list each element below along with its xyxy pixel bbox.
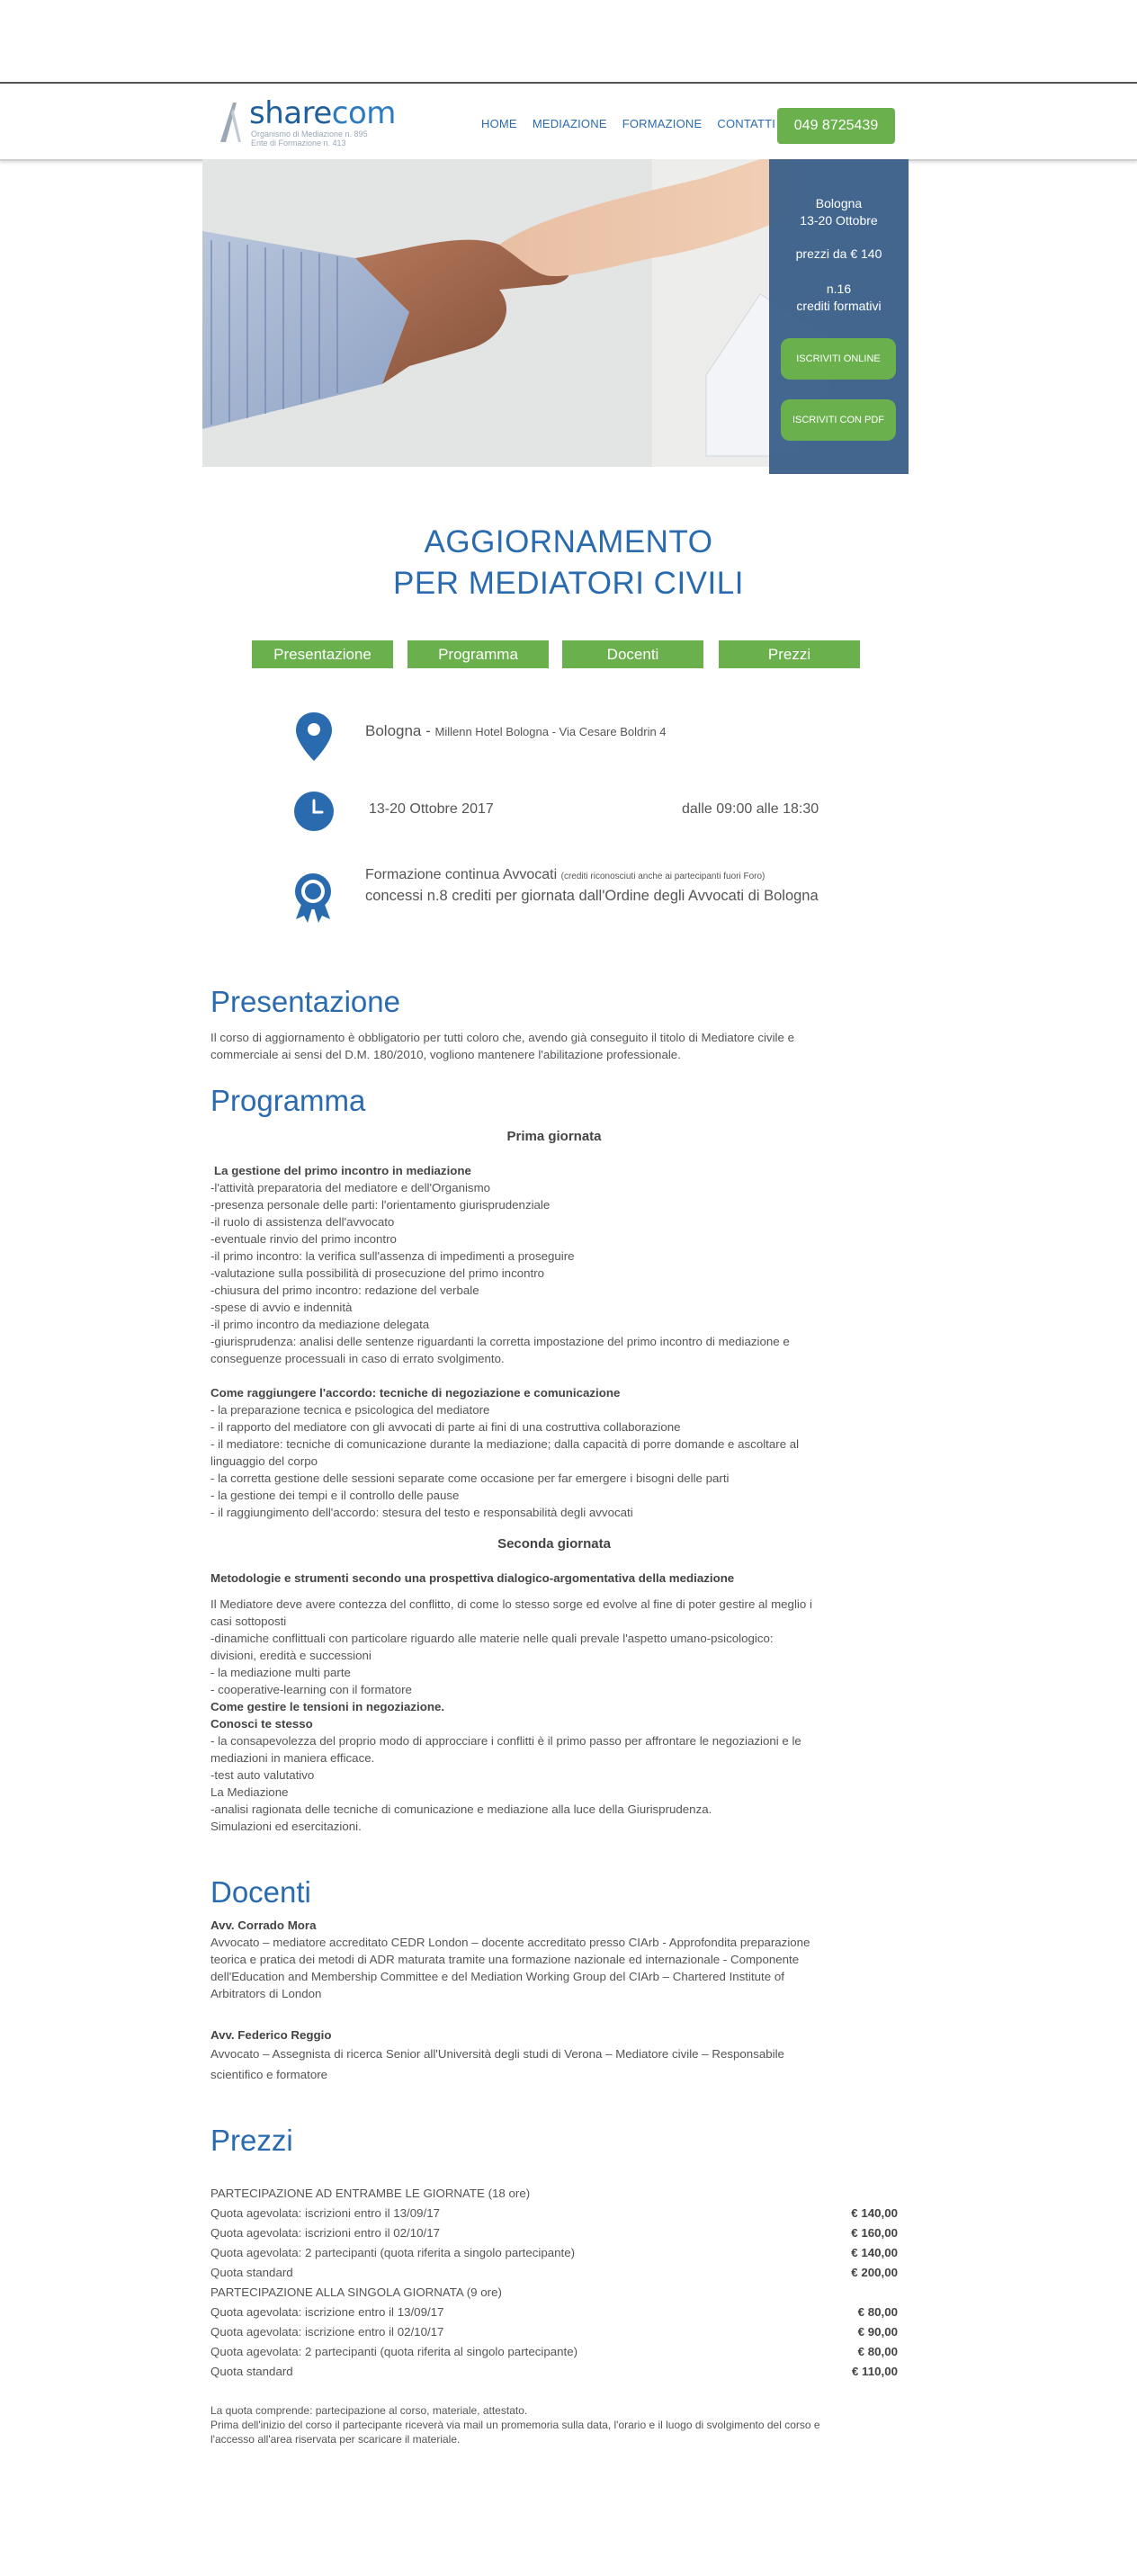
enroll-pdf-button[interactable]: ISCRIVITI CON PDF bbox=[781, 399, 896, 441]
section-heading-docenti: Docenti bbox=[210, 1875, 311, 1909]
price-value: € 80,00 bbox=[857, 2345, 898, 2358]
price-label: Quota agevolata: iscrizione entro il 13/09/17 bbox=[210, 2305, 444, 2319]
nav-mediazione[interactable]: MEDIAZIONE bbox=[532, 117, 607, 130]
text-line: Prima dell'inizio del corso il partecipante riceverà via mail un promemoria sulla data, l'orario e il luogo di svolgimento del corso e bbox=[210, 2419, 820, 2431]
price-notes bbox=[210, 2403, 903, 2446]
nav-formazione[interactable]: FORMAZIONE bbox=[622, 117, 703, 130]
text-line: Il Mediatore deve avere contezza del conflitto, di come lo stesso sorge ed evolve al fine di poter gestire al meglio i bbox=[210, 1597, 812, 1611]
hero-price: prezzi da € 140 bbox=[795, 246, 882, 261]
text-line: -eventuale rinvio del primo incontro bbox=[210, 1232, 397, 1246]
price-group-title bbox=[210, 2184, 898, 2204]
credits-line: concessi n.8 crediti per giornata dall'Ordine degli Avvocati di Bologna bbox=[365, 888, 819, 904]
price-label: Quota agevolata: iscrizioni entro il 02/10/17 bbox=[210, 2226, 441, 2240]
text-line: - il mediatore: tecniche di comunicazione durante la mediazione; dalla capacità di porre domande e ascoltare al bbox=[210, 1437, 800, 1451]
text-line: La quota comprende: partecipazione al corso, materiale, attestato. bbox=[210, 2404, 528, 2417]
teacher-name: Avv. Federico Reggio bbox=[210, 2028, 332, 2042]
text-line: - il raggiungimento dell'accordo: stesura del testo e responsabilità degli avvocati bbox=[210, 1506, 633, 1519]
text-line: - cooperative-learning con il formatore bbox=[210, 1683, 412, 1696]
price-row bbox=[210, 2303, 898, 2322]
price-value: € 80,00 bbox=[857, 2305, 898, 2319]
nav-contatti[interactable]: CONTATTI bbox=[717, 117, 776, 130]
tab-presentazione[interactable]: Presentazione bbox=[252, 640, 393, 668]
page-title-line1: AGGIORNAMENTO bbox=[424, 524, 713, 559]
location-pin-icon bbox=[294, 711, 334, 763]
text-line: -giurisprudenza: analisi delle sentenze riguardanti la corretta impostazione del primo incontro di mediazione e bbox=[210, 1335, 790, 1348]
price-row bbox=[210, 2243, 898, 2263]
text-line: mediazioni in maniera efficace. bbox=[210, 1751, 375, 1765]
price-value: € 110,00 bbox=[851, 2365, 898, 2378]
text-line: -il primo incontro: la verifica sull'assenza di impedimenti a proseguire bbox=[210, 1249, 575, 1263]
block1-title: La gestione del primo incontro in mediazione bbox=[214, 1164, 471, 1177]
price-row bbox=[210, 2362, 898, 2382]
text-line: - la corretta gestione delle sessioni separate come occasione per far emergere i bisogni delle parti bbox=[210, 1471, 730, 1485]
price-row bbox=[210, 2342, 898, 2362]
logo-subtitle: Organismo di Mediazione n. 895 bbox=[251, 130, 368, 139]
price-label: Quota standard bbox=[210, 2266, 293, 2279]
price-value: € 140,00 bbox=[851, 2246, 898, 2259]
text-line: -il primo incontro da mediazione delegata bbox=[210, 1318, 430, 1331]
price-group-title bbox=[210, 2283, 898, 2303]
nav-home[interactable]: HOME bbox=[481, 117, 517, 130]
text-line: Simulazioni ed esercitazioni. bbox=[210, 1820, 362, 1833]
text-line: Arbitrators di London bbox=[210, 1987, 322, 2000]
text-line: -analisi ragionata delle tecniche di comunicazione e mediazione alla luce della Giurisprudenza. bbox=[210, 1802, 712, 1816]
price-value: € 160,00 bbox=[851, 2226, 898, 2240]
text-line: Il corso di aggiornamento è obbligatorio per tutti coloro che, avendo già conseguito il titolo di Mediatore civile e bbox=[210, 1031, 794, 1044]
text-line: - la preparazione tecnica e psicologica del mediatore bbox=[210, 1403, 490, 1417]
tab-prezzi[interactable]: Prezzi bbox=[719, 640, 860, 668]
hero-credits-number: n.16 bbox=[826, 282, 852, 296]
section-heading-programma: Programma bbox=[210, 1084, 366, 1117]
phone-button[interactable]: 049 8725439 bbox=[777, 108, 895, 144]
price-value: € 200,00 bbox=[851, 2266, 898, 2279]
text-line: Avvocato – mediatore accreditato CEDR London – docente accreditato presso CIArb - Approfondita preparazione bbox=[210, 1936, 810, 1949]
price-value: € 90,00 bbox=[857, 2325, 898, 2339]
price-row bbox=[210, 2263, 898, 2283]
hero-dates: 13-20 Ottobre bbox=[800, 213, 878, 228]
group-label: PARTECIPAZIONE ALLA SINGOLA GIORNATA (9 ore) bbox=[210, 2285, 502, 2299]
text-line: Avvocato – Assegnista di ricerca Senior all'Università degli studi di Verona – Mediatore civile – Responsabile bbox=[210, 2047, 784, 2061]
price-value: € 140,00 bbox=[851, 2206, 898, 2220]
price-label: Quota agevolata: 2 partecipanti (quota riferita al singolo partecipante) bbox=[210, 2345, 578, 2358]
text-line: commerciale ai sensi del D.M. 180/2010, vogliono mantenere l'abilitazione professionale. bbox=[210, 1048, 681, 1061]
page-title-line2: PER MEDIATORI CIVILI bbox=[393, 566, 744, 601]
text-line: -spese di avvio e indennità bbox=[210, 1301, 353, 1314]
enroll-online-button[interactable]: ISCRIVITI ONLINE bbox=[781, 338, 896, 380]
price-row bbox=[210, 2223, 898, 2243]
clock-icon bbox=[293, 791, 335, 832]
text-line: conseguenze processuali in caso di errato svolgimento. bbox=[210, 1352, 505, 1365]
hero-credits-label: crediti formativi bbox=[796, 299, 882, 313]
logo-mark-icon bbox=[219, 101, 242, 144]
hero-city: Bologna bbox=[815, 196, 863, 210]
docenti-text bbox=[210, 1917, 898, 2085]
block2-title: Come raggiungere l'accordo: tecniche di negoziazione e comunicazione bbox=[210, 1386, 621, 1400]
text-line: -il ruolo di assistenza dell'avvocato bbox=[210, 1215, 395, 1229]
text-line: - la mediazione multi parte bbox=[210, 1666, 351, 1679]
tab-docenti[interactable]: Docenti bbox=[562, 640, 703, 668]
logo-text: sharecom bbox=[249, 95, 396, 131]
day1-title: Prima giornata bbox=[506, 1129, 602, 1144]
award-ribbon-icon bbox=[292, 872, 334, 923]
price-row bbox=[210, 2204, 898, 2223]
training-note: (crediti riconosciuti anche ai partecipanti fuori Foro) bbox=[560, 872, 765, 881]
text-line: -chiusura del primo incontro: redazione del verbale bbox=[210, 1284, 479, 1297]
price-label: Quota agevolata: iscrizione entro il 02/10/17 bbox=[210, 2325, 444, 2339]
text-line: -dinamiche conflittuali con particolare riguardo alle materie nelle quali prevale l'aspetto umano-psicologico: bbox=[210, 1632, 774, 1645]
block4-title: Come gestire le tensioni in negoziazione. bbox=[210, 1700, 445, 1713]
presentazione-text bbox=[210, 1029, 898, 1063]
day2-title: Seconda giornata bbox=[497, 1536, 611, 1552]
group-label: PARTECIPAZIONE AD ENTRAMBE LE GIORNATE (18 ore) bbox=[210, 2187, 531, 2200]
text-line: scientifico e formatore bbox=[210, 2068, 328, 2081]
venue-address: Millenn Hotel Bologna - Via Cesare Boldrin 4 bbox=[434, 725, 667, 738]
event-hours: dalle 09:00 alle 18:30 bbox=[682, 801, 819, 817]
teacher-name: Avv. Corrado Mora bbox=[210, 1919, 317, 1932]
logo-subtitle: Ente di Formazione n. 413 bbox=[251, 139, 346, 148]
price-label: Quota agevolata: iscrizioni entro il 13/09/17 bbox=[210, 2206, 441, 2220]
venue-line bbox=[365, 722, 667, 740]
price-label: Quota standard bbox=[210, 2365, 293, 2378]
main-nav bbox=[481, 117, 791, 130]
price-row bbox=[210, 2322, 898, 2342]
text-line: divisioni, eredità e successioni bbox=[210, 1649, 372, 1662]
text-line: La Mediazione bbox=[210, 1785, 289, 1799]
text-line: - la consapevolezza del proprio modo di approcciare i conflitti è il primo passo per affrontare le negoziazioni e le bbox=[210, 1734, 801, 1748]
programma-text bbox=[210, 1128, 898, 1835]
text-line: -test auto valutativo bbox=[210, 1768, 315, 1782]
text-line: linguaggio del corpo bbox=[210, 1454, 318, 1468]
logo[interactable] bbox=[219, 95, 407, 149]
text-line: casi sottoposti bbox=[210, 1614, 287, 1628]
text-line: dell'Education and Membership Committee e del Mediation Working Group del CIArb – Chartered Institute of bbox=[210, 1970, 784, 1983]
text-line: teorica e pratica dei metodi di ADR maturata tramite una formazione nazionale ed internazionale - Componente bbox=[210, 1953, 800, 1966]
venue-city: Bologna - bbox=[365, 722, 431, 739]
price-label: Quota agevolata: 2 partecipanti (quota riferita a singolo partecipante) bbox=[210, 2246, 576, 2259]
section-heading-presentazione: Presentazione bbox=[210, 985, 400, 1018]
section-heading-prezzi: Prezzi bbox=[210, 2124, 293, 2157]
event-dates: 13-20 Ottobre 2017 bbox=[369, 801, 494, 817]
text-line: - la gestione dei tempi e il controllo delle pause bbox=[210, 1489, 460, 1502]
training-label: Formazione continua Avvocati bbox=[365, 867, 558, 882]
text-line: - il rapporto del mediatore con gli avvocati di parte ai fini di una costruttiva collaborazione bbox=[210, 1420, 681, 1434]
text-line: -l'attività preparatoria del mediatore e dell'Organismo bbox=[210, 1181, 491, 1194]
text-line: l'accesso all'area riservata per scaricare il materiale. bbox=[210, 2433, 461, 2446]
block3-title: Metodologie e strumenti secondo una prospettiva dialogico-argomentativa della mediazione bbox=[210, 1571, 735, 1585]
block4-subtitle: Conosci te stesso bbox=[210, 1717, 313, 1731]
training-line bbox=[365, 867, 765, 883]
text-line: -presenza personale delle parti: l'orientamento giurisprudenziale bbox=[210, 1198, 551, 1212]
text-line: -valutazione sulla possibilità di prosecuzione del primo incontro bbox=[210, 1266, 545, 1280]
tab-programma[interactable]: Programma bbox=[407, 640, 549, 668]
